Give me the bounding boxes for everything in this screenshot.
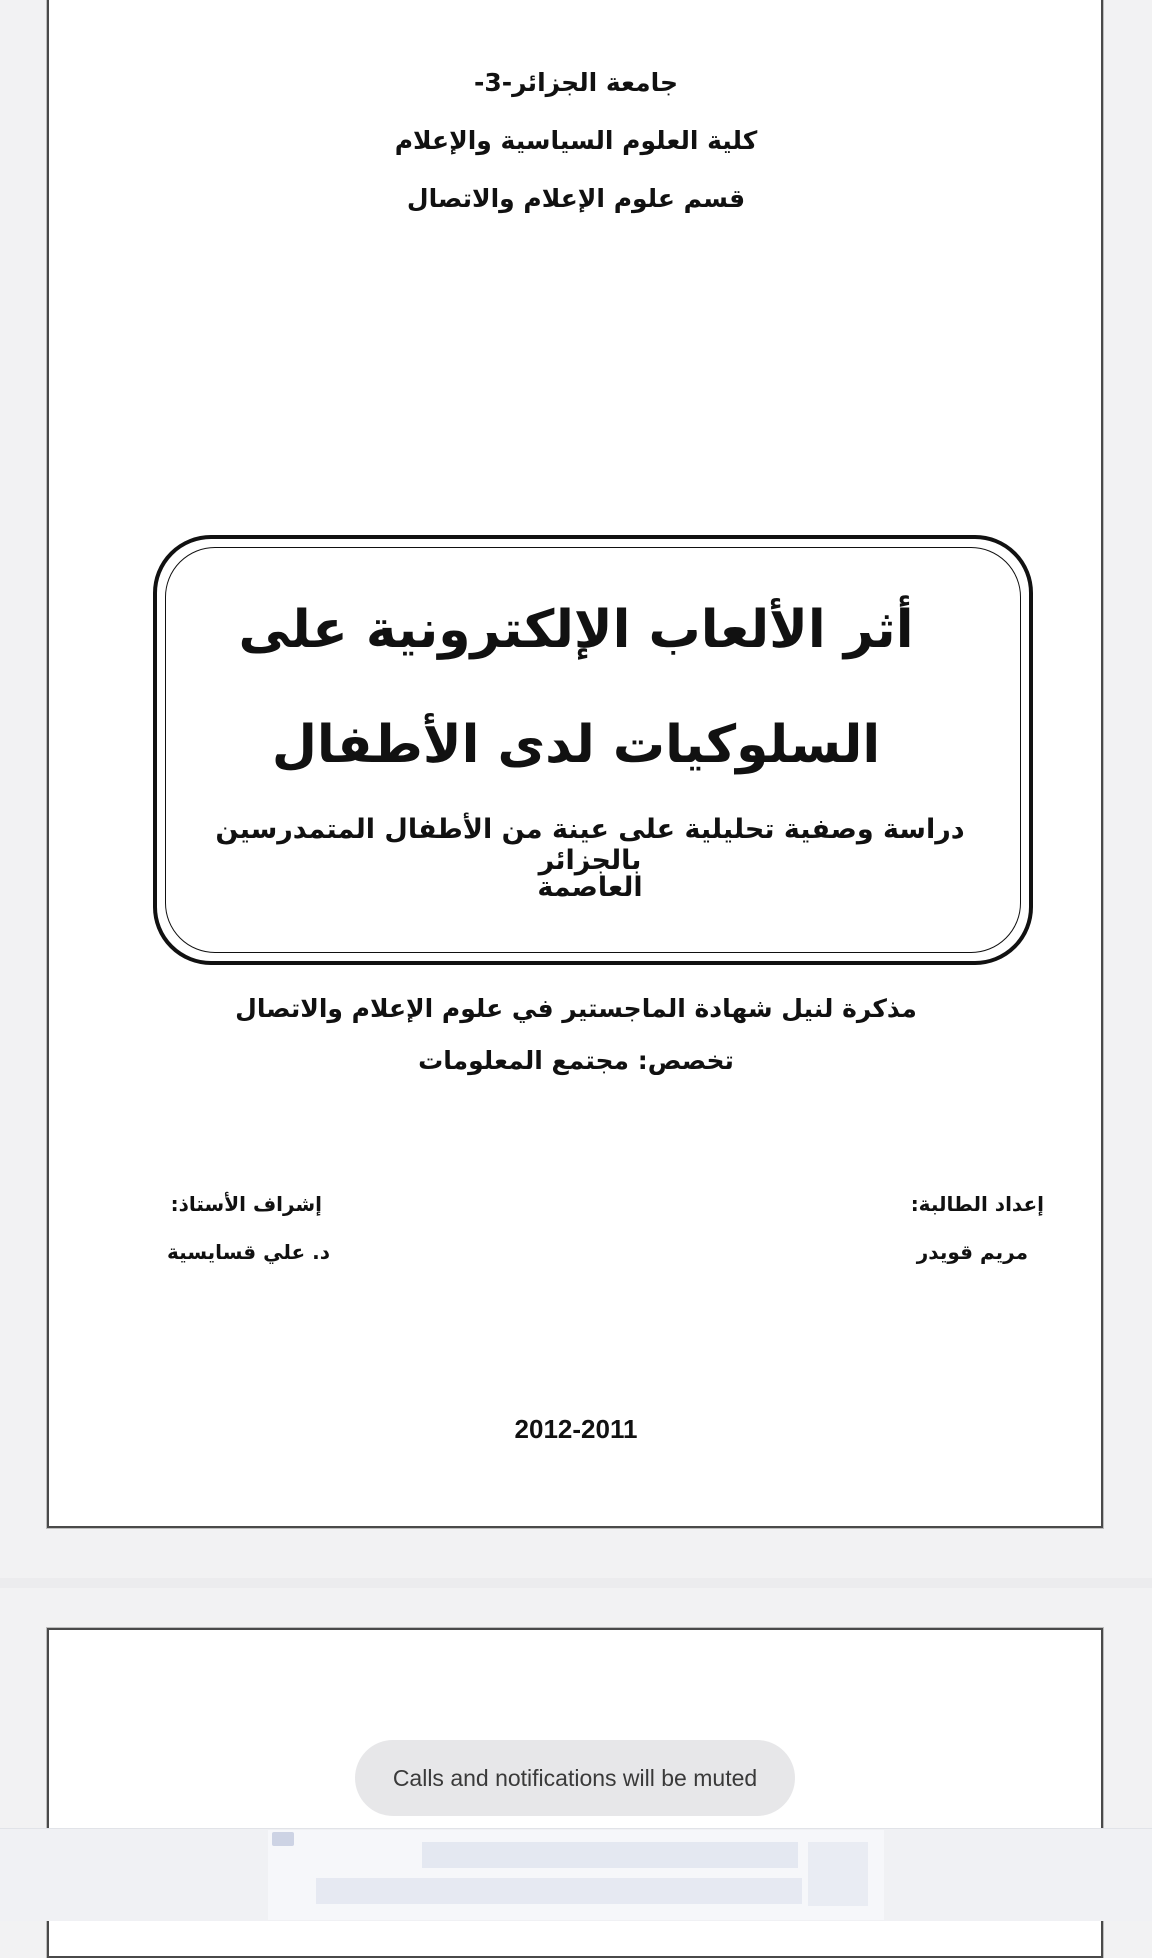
degree-note: مذكرة لنيل شهادة الماجستير في علوم الإعلام والاتصال bbox=[235, 994, 917, 1023]
university-name: جامعة الجزائر-3- bbox=[473, 68, 679, 97]
specialization: تخصص: مجتمع المعلومات bbox=[418, 1046, 734, 1075]
student-name: مريم قويدر bbox=[916, 1240, 1028, 1264]
ad-placeholder-image bbox=[808, 1842, 868, 1906]
mute-notification-toast bbox=[355, 1740, 795, 1816]
thesis-title-line-1: أثر الألعاب الإلكترونية على bbox=[238, 600, 914, 660]
ad-placeholder-bar bbox=[422, 1842, 798, 1868]
supervisor-label: إشراف الأستاذ: bbox=[170, 1192, 322, 1216]
ad-badge-icon bbox=[272, 1832, 294, 1846]
ad-placeholder-bar bbox=[316, 1878, 802, 1904]
thesis-subtitle-line-1: دراسة وصفية تحليلية على عينة من الأطفال المتمدرسين بالجزائر bbox=[215, 814, 965, 876]
toast-message: Calls and notifications will be muted bbox=[392, 1764, 758, 1791]
academic-year: 2012-2011 bbox=[514, 1414, 638, 1444]
page-separator bbox=[0, 1578, 1152, 1588]
thesis-subtitle-line-2: العاصمة bbox=[537, 872, 643, 903]
faculty-name: كلية العلوم السياسية والإعلام bbox=[394, 126, 758, 155]
thesis-title-line-2: السلوكيات لدى الأطفال bbox=[271, 715, 881, 775]
student-label: إعداد الطالبة: bbox=[910, 1192, 1044, 1216]
ad-banner-placeholder[interactable] bbox=[268, 1830, 884, 1920]
supervisor-name: د. علي قسايسية bbox=[167, 1240, 330, 1264]
department-name: قسم علوم الإعلام والاتصال bbox=[406, 184, 746, 213]
